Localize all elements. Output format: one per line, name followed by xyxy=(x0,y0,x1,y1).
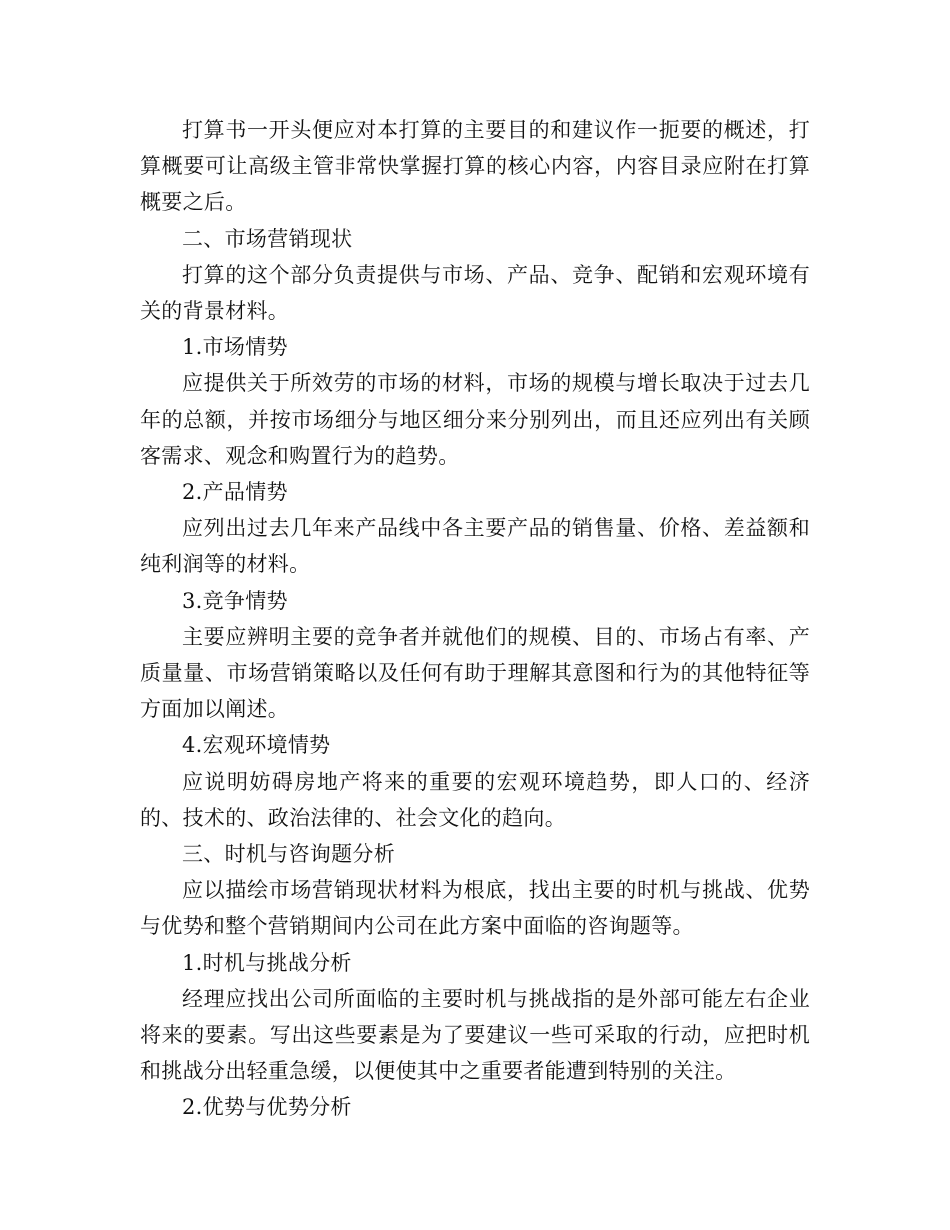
section-heading-market-status: 二、市场营销现状 xyxy=(182,226,353,251)
opportunity-challenge-paragraph: 经理应找出公司所面临的主要时机与挑战指的是外部可能左右企业将来的要素。写出这些要素是为了要建议一些可采取的行动，应把时机和挑战分出轻重急缓，以便使其中之重要者能遭到特别的关注。 xyxy=(140,986,810,1084)
subheading-strength-analysis: 2.优势与优势分析 xyxy=(182,1095,352,1120)
product-situation-paragraph: 应列出过去几年来产品线中各主要产品的销售量、价格、差益额和纯利润等的材料。 xyxy=(140,516,810,577)
subheading-macro-environment: 4.宏观环境情势 xyxy=(182,733,331,758)
section-heading-opportunity-analysis: 三、时机与咨询题分析 xyxy=(182,842,395,867)
document-body xyxy=(140,112,810,1126)
summary-paragraph: 打算书一开头便应对本打算的主要目的和建议作一扼要的概述，打算概要可让高级主管非常快掌握打算的核心内容，内容目录应附在打算概要之后。 xyxy=(140,118,810,215)
macro-environment-paragraph: 应说明妨碍房地产将来的重要的宏观环境趋势，即人口的、经济的、技术的、政治法律的、社会文化的趋向。 xyxy=(140,769,810,830)
market-status-paragraph: 打算的这个部分负责提供与市场、产品、竞争、配销和宏观环境有关的背景材料。 xyxy=(140,262,810,324)
subheading-product-situation: 2.产品情势 xyxy=(182,480,288,505)
subheading-market-situation: 1.市场情势 xyxy=(182,335,288,360)
opportunity-analysis-paragraph: 应以描绘市场营销现状材料为根底，找出主要的时机与挑战、优势与优势和整个营销期间内公司在此方案中面临的咨询题等。 xyxy=(140,878,810,939)
subheading-opportunity-challenge: 1.时机与挑战分析 xyxy=(182,950,352,975)
subheading-competition-situation: 3.竞争情势 xyxy=(182,588,288,613)
competition-situation-paragraph: 主要应辨明主要的竞争者并就他们的规模、目的、市场占有率、产质量量、市场营销策略以及任何有助于理解其意图和行为的其他特征等方面加以阐述。 xyxy=(140,624,810,722)
market-situation-paragraph: 应提供关于所效劳的市场的材料，市场的规模与增长取决于过去几年的总额，并按市场细分与地区细分来分别列出，而且还应列出有关顾客需求、观念和购置行为的趋势。 xyxy=(140,371,810,468)
